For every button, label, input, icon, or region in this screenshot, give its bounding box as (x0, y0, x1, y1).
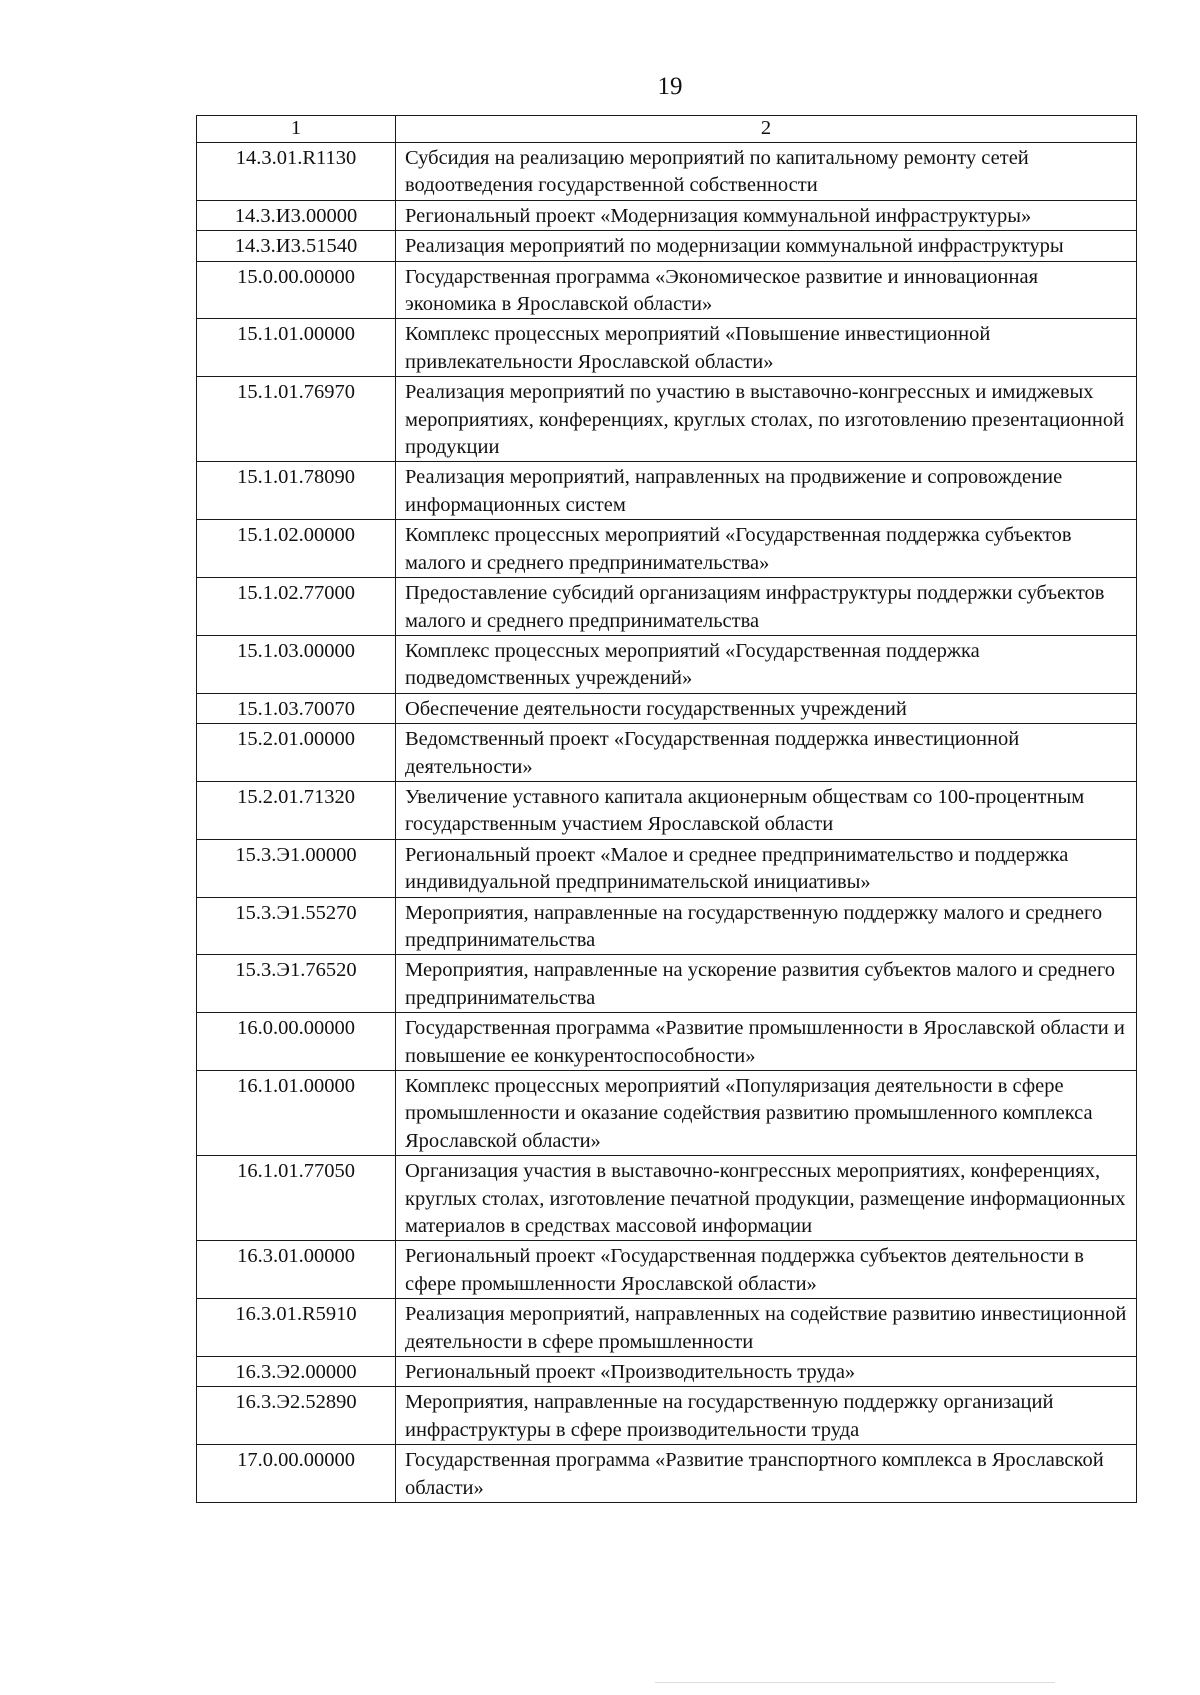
column-header-name: 2 (396, 116, 1137, 143)
item-name-cell: Комплекс процессных мероприятий «Повышение инвестиционной привлекательности Ярославской области» (396, 319, 1137, 377)
table-row (197, 578, 1137, 636)
budget-code-cell: 16.0.00.00000 (197, 1013, 396, 1071)
budget-code-cell: 16.3.01.R5910 (197, 1299, 396, 1357)
item-name-cell: Реализация мероприятий, направленных на содействие развитию инвестиционной деятельности в сфере промышленности (396, 1299, 1137, 1357)
item-name-cell: Реализация мероприятий, направленных на продвижение и сопровождение информационных систем (396, 462, 1137, 520)
item-name-cell: Комплекс процессных мероприятий «Популяризация деятельности в сфере промышленности и оказание содействия развитию промышленного комплекса Ярославской области» (396, 1071, 1137, 1156)
budget-code-cell: 15.1.01.00000 (197, 319, 396, 377)
item-name-cell: Региональный проект «Государственная поддержка субъектов деятельности в сфере промышленности Ярославской области» (396, 1241, 1137, 1299)
budget-code-cell: 15.1.01.76970 (197, 377, 396, 462)
table-row (197, 1357, 1137, 1387)
item-name-cell: Обеспечение деятельности государственных учреждений (396, 693, 1137, 723)
table-row (197, 1071, 1137, 1156)
item-name-cell: Государственная программа «Экономическое развитие и инновационная экономика в Ярославской области» (396, 261, 1137, 319)
table-row (197, 462, 1137, 520)
table-row (197, 1156, 1137, 1241)
table-row (197, 955, 1137, 1013)
budget-code-cell: 15.2.01.71320 (197, 781, 396, 839)
table-body (197, 143, 1137, 1503)
table-row (197, 231, 1137, 261)
budget-code-cell: 15.2.01.00000 (197, 724, 396, 782)
budget-code-cell: 15.1.02.00000 (197, 520, 396, 578)
table-row (197, 1299, 1137, 1357)
table-row (197, 319, 1137, 377)
budget-code-cell: 15.1.03.00000 (197, 635, 396, 693)
table-row (197, 143, 1137, 201)
item-name-cell: Реализация мероприятий по модернизации коммунальной инфраструктуры (396, 231, 1137, 261)
item-name-cell: Предоставление субсидий организациям инфраструктуры поддержки субъектов малого и среднего предпринимательства (396, 578, 1137, 636)
item-name-cell: Государственная программа «Развитие транспортного комплекса в Ярославской области» (396, 1445, 1137, 1503)
table-header-row (197, 116, 1137, 143)
table-row (197, 261, 1137, 319)
item-name-cell: Мероприятия, направленные на государственную поддержку организаций инфраструктуры в сфере производительности труда (396, 1387, 1137, 1445)
budget-code-cell: 16.3.01.00000 (197, 1241, 396, 1299)
budget-code-cell: 15.3.Э1.76520 (197, 955, 396, 1013)
budget-code-cell: 14.3.01.R1130 (197, 143, 396, 201)
page-number: 19 (657, 73, 683, 100)
budget-code-cell: 15.3.Э1.55270 (197, 897, 396, 955)
budget-code-cell: 15.1.03.70070 (197, 693, 396, 723)
table-row (197, 200, 1137, 230)
item-name-cell: Государственная программа «Развитие промышленности в Ярославской области и повышение ее конкурентоспособности» (396, 1013, 1137, 1071)
table-row (197, 724, 1137, 782)
item-name-cell: Организация участия в выставочно-конгрессных мероприятиях, конференциях, круглых столах, изготовление печатной продукции, размещение информационных материалов в средствах массовой информации (396, 1156, 1137, 1241)
budget-code-cell: 16.3.Э2.00000 (197, 1357, 396, 1387)
budget-code-cell: 15.1.02.77000 (197, 578, 396, 636)
item-name-cell: Комплекс процессных мероприятий «Государственная поддержка подведомственных учреждений» (396, 635, 1137, 693)
item-name-cell: Региональный проект «Модернизация коммунальной инфраструктуры» (396, 200, 1137, 230)
classification-table (196, 115, 1137, 1503)
table-row (197, 1387, 1137, 1445)
budget-code-cell: 16.3.Э2.52890 (197, 1387, 396, 1445)
budget-code-cell: 17.0.00.00000 (197, 1445, 396, 1503)
column-header-code: 1 (197, 116, 396, 143)
budget-code-cell: 16.1.01.00000 (197, 1071, 396, 1156)
budget-code-cell: 15.1.01.78090 (197, 462, 396, 520)
item-name-cell: Мероприятия, направленные на государственную поддержку малого и среднего предпринимательства (396, 897, 1137, 955)
table-row (197, 693, 1137, 723)
table-row (197, 1445, 1137, 1503)
item-name-cell: Ведомственный проект «Государственная поддержка инвестиционной деятельности» (396, 724, 1137, 782)
table-row (197, 781, 1137, 839)
item-name-cell: Реализация мероприятий по участию в выставочно-конгрессных и имиджевых мероприятиях, конференциях, круглых столах, по изготовлению презентационной продукции (396, 377, 1137, 462)
budget-code-cell: 15.0.00.00000 (197, 261, 396, 319)
item-name-cell: Мероприятия, направленные на ускорение развития субъектов малого и среднего предпринимательства (396, 955, 1137, 1013)
budget-code-cell: 14.3.И3.51540 (197, 231, 396, 261)
table-row (197, 1241, 1137, 1299)
budget-code-cell: 15.3.Э1.00000 (197, 839, 396, 897)
budget-code-cell: 14.3.И3.00000 (197, 200, 396, 230)
table-row (197, 520, 1137, 578)
table-row (197, 377, 1137, 462)
item-name-cell: Увеличение уставного капитала акционерным обществам со 100-процентным государственным участием Ярославской области (396, 781, 1137, 839)
item-name-cell: Субсидия на реализацию мероприятий по капитальному ремонту сетей водоотведения государственной собственности (396, 143, 1137, 201)
table-row (197, 1013, 1137, 1071)
item-name-cell: Региональный проект «Малое и среднее предпринимательство и поддержка индивидуальной предпринимательской инициативы» (396, 839, 1137, 897)
item-name-cell: Региональный проект «Производительность труда» (396, 1357, 1137, 1387)
item-name-cell: Комплекс процессных мероприятий «Государственная поддержка субъектов малого и среднего предпринимательства» (396, 520, 1137, 578)
scan-artifact-line (655, 1682, 1055, 1687)
budget-code-cell: 16.1.01.77050 (197, 1156, 396, 1241)
table-row (197, 839, 1137, 897)
table-row (197, 897, 1137, 955)
table-row (197, 635, 1137, 693)
